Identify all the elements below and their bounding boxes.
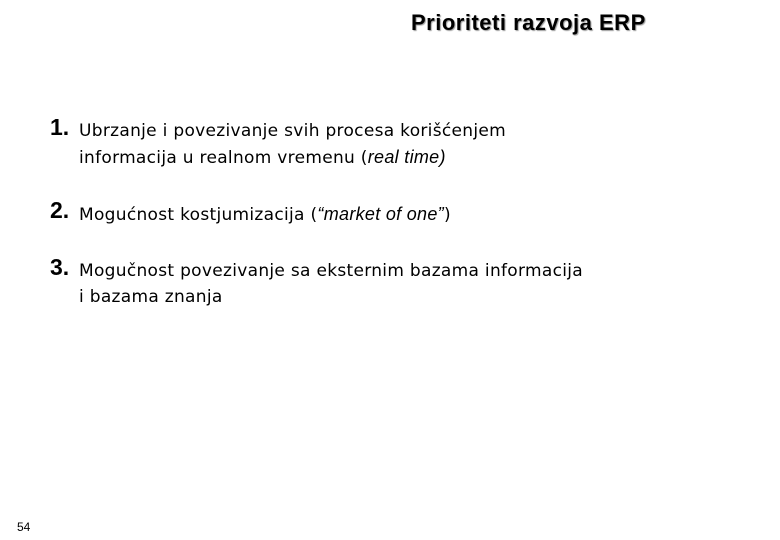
- list-item-emphasis: “market of one”: [317, 204, 444, 224]
- list-item-text: [79, 201, 451, 228]
- list-item-line: i bazama znanja: [79, 287, 223, 307]
- list-item-number: 3.: [50, 254, 70, 280]
- list-item-text-segment: ): [443, 205, 451, 225]
- list-item-text: [79, 118, 506, 171]
- list-item-line: [79, 201, 451, 228]
- list-item-emphasis: real time): [367, 147, 446, 167]
- list-item-line: Mogučnost povezivanje sa eksternim bazama informacija: [79, 261, 583, 281]
- list-item-text-segment: informacija u realnom vremenu (: [79, 148, 368, 168]
- list-item-line: [79, 144, 506, 171]
- page-number: 54: [17, 520, 31, 534]
- list-item-text: [79, 258, 583, 310]
- list-item-text-segment: Mogućnost kostjumizacija (: [79, 205, 318, 225]
- list-item-number: 2.: [50, 197, 70, 223]
- list-item-number: 1.: [50, 114, 70, 140]
- list-item-line: Ubrzanje i povezivanje svih procesa korišćenjem: [79, 121, 506, 141]
- slide-title: Prioriteti razvoja ERP: [411, 10, 646, 35]
